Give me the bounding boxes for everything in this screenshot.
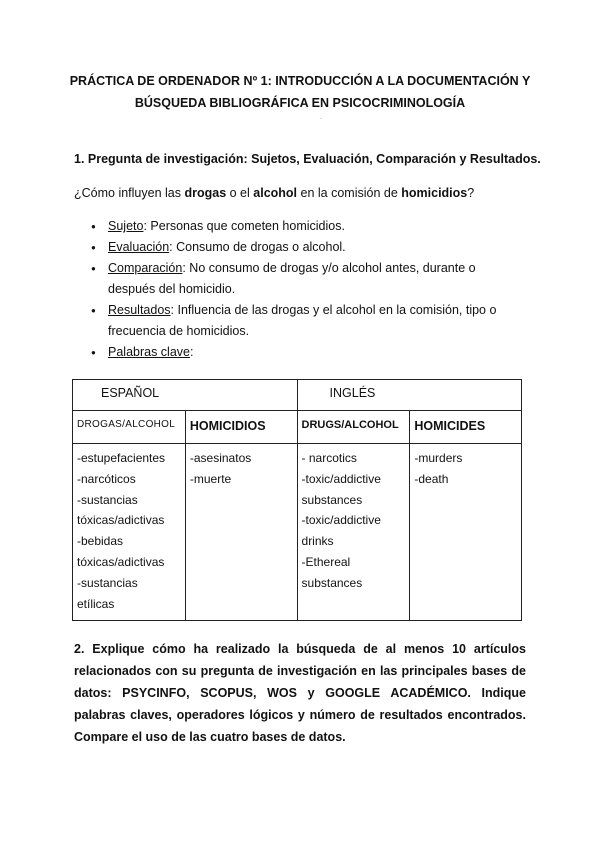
section-2-question: 2. Explique cómo ha realizado la búsqueda de al menos 10 artículos relacionados con su pregunta de investigación en las principales bases de datos: PSYCINFO, SCOPUS, WOS y GOOGLE ACADÉMICO. Indique palabras claves, operadores lógicos y número de resultados encontrados. Compare el uso de las cuatro bases de datos.	[74, 642, 526, 744]
question-text: ?	[467, 186, 475, 200]
question-keyword-drugs: drogas	[184, 186, 227, 200]
question-text: ¿Cómo influyen las	[74, 186, 185, 200]
col-header-drogas: DROGAS/ALCOHOL	[73, 411, 186, 444]
list-item-subject: ● Sujeto: Personas que cometen homicidios.	[74, 216, 514, 237]
stray-dot: .	[320, 112, 323, 121]
col-header-drugs: DRUGS/ALCOHOL	[297, 411, 410, 444]
list-item-evaluation: ● Evaluación: Consumo de drogas o alcohol.	[74, 237, 514, 258]
list-item-comparison: ● Comparación: No consumo de drogas y/o alcohol antes, durante o después del homicidio.	[74, 258, 514, 300]
question-keyword-alcohol: alcohol	[253, 186, 298, 200]
col-header-homicides: HOMICIDES	[410, 411, 522, 444]
section-1-heading: 1. Pregunta de investigación: Sujetos, Evaluación, Comparación y Resultados.	[74, 152, 541, 166]
title-line-2: BÚSQUEDA BIBLIOGRÁFICA EN PSICOCRIMINOLOGÍA	[134, 96, 466, 110]
header-spanish: ESPAÑOL	[73, 380, 298, 411]
col-header-homicidios: HOMICIDIOS	[185, 411, 297, 444]
title-line-1: PRÁCTICA DE ORDENADOR Nº 1: INTRODUCCIÓN A LA DOCUMENTACIÓN Y	[69, 74, 531, 88]
table-cell-drogas: -estupefacientes -narcóticos -sustancias tóxicas/adictivas -bebidas tóxicas/adictivas -sustancias etílicas	[73, 444, 186, 621]
keywords-table	[72, 379, 522, 621]
research-question	[74, 186, 474, 200]
question-text: o el	[226, 186, 254, 200]
question-keyword-homicides: homicidios	[401, 186, 468, 200]
pico-list	[74, 216, 514, 363]
document-title	[60, 70, 540, 114]
header-english: INGLÉS	[297, 380, 521, 411]
list-item-keywords: ● Palabras clave:	[74, 342, 514, 363]
table-row	[73, 444, 522, 621]
table-cell-homicidios: -asesinatos -muerte	[185, 444, 297, 621]
table-cell-homicides: -murders -death	[410, 444, 522, 621]
question-text: en la comisión de	[297, 186, 402, 200]
list-item-results: ● Resultados: Influencia de las drogas y el alcohol en la comisión, tipo o frecuencia de homicidios.	[74, 300, 514, 342]
table-cell-drugs: - narcotics -toxic/addictive substances -toxic/addictive drinks -Ethereal substances	[297, 444, 410, 621]
